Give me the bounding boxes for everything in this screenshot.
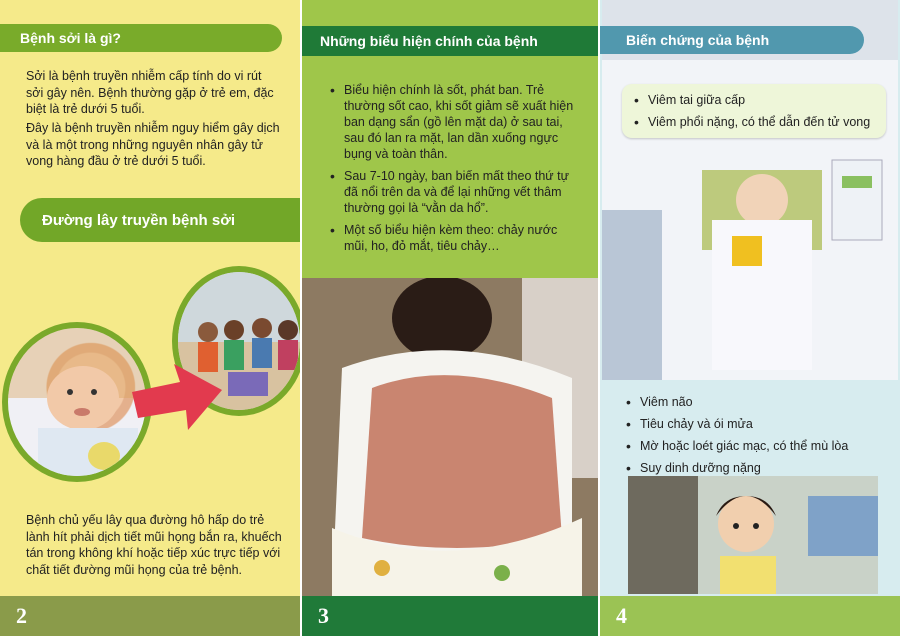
page-2: [0, 0, 300, 636]
hospital-bed-photo: [602, 0, 898, 380]
list-item: • Sau 7-10 ngày, ban biến mất theo thứ tự đã nổi trên da và để lại những vết thâm thường gọi là “vằn da hổ”.: [330, 168, 580, 216]
symptom-list: [330, 82, 580, 260]
page-footer: [600, 596, 900, 636]
list-item: • Viêm tai giữa cấp: [634, 92, 884, 108]
list-item: • Viêm não: [626, 394, 886, 410]
list-item: • Mờ hoặc loét giác mạc, có thể mù lòa: [626, 438, 886, 454]
list-item: • Viêm phổi nặng, có thể dẫn đến tử vong: [634, 114, 884, 130]
page-number: 4: [616, 603, 627, 628]
page-3: [302, 0, 598, 636]
list-item: • Một số biểu hiện kèm theo: chảy nước mũi, ho, đỏ mắt, tiêu chảy…: [330, 222, 580, 254]
rash-back-photo: [302, 278, 598, 596]
toddler-photo: [628, 476, 878, 594]
page-4: [600, 0, 900, 636]
complications-bottom-list: [626, 394, 886, 482]
section-banner-symptoms: Những biểu hiện chính của bệnh: [302, 26, 598, 56]
complications-top-list: [634, 92, 884, 136]
transmission-paragraph: Bệnh chủ yếu lây qua đường hô hấp do trẻ lành hít phải dịch tiết mũi họng bắn ra, khuếch tán trong không khí hoặc tiếp xúc trực tiếp với chất tiết đường mũi họng của trẻ bệnh.: [26, 513, 282, 577]
list-item: • Biểu hiện chính là sốt, phát ban. Trẻ thường sốt cao, khi sốt giảm sẽ xuất hiện ban dạng sẩn (gồ lên mặt da) ở sau tai, sau đó lan ra mặt, lan dần xuống ngực bụng và toàn thân.: [330, 82, 580, 162]
arrow-icon: [128, 360, 224, 436]
danger-paragraph: Đây là bệnh truyền nhiễm nguy hiểm gây dịch và là một trong những nguyên nhân gây tử vong hàng đầu ở trẻ dưới 5 tuổi.: [26, 121, 280, 168]
section-banner-transmission: Đường lây truyền bệnh sởi: [20, 198, 300, 242]
page-number: 2: [16, 603, 27, 628]
list-item: • Tiêu chảy và ói mửa: [626, 416, 886, 432]
section-banner-what-is-measles: Bệnh sởi là gì?: [0, 24, 282, 52]
page-footer: [0, 596, 300, 636]
page-number: 3: [318, 603, 329, 628]
section-banner-complications: Biến chứng của bệnh: [600, 26, 864, 54]
intro-paragraph: Sởi là bệnh truyền nhiễm cấp tính do vi rút sởi gây nên. Bệnh thường gặp ở trẻ em, đặc biệt là trẻ dưới 5 tuổi.: [26, 69, 274, 116]
page-footer: [302, 596, 598, 636]
list-item: • Suy dinh dưỡng nặng: [626, 460, 886, 476]
